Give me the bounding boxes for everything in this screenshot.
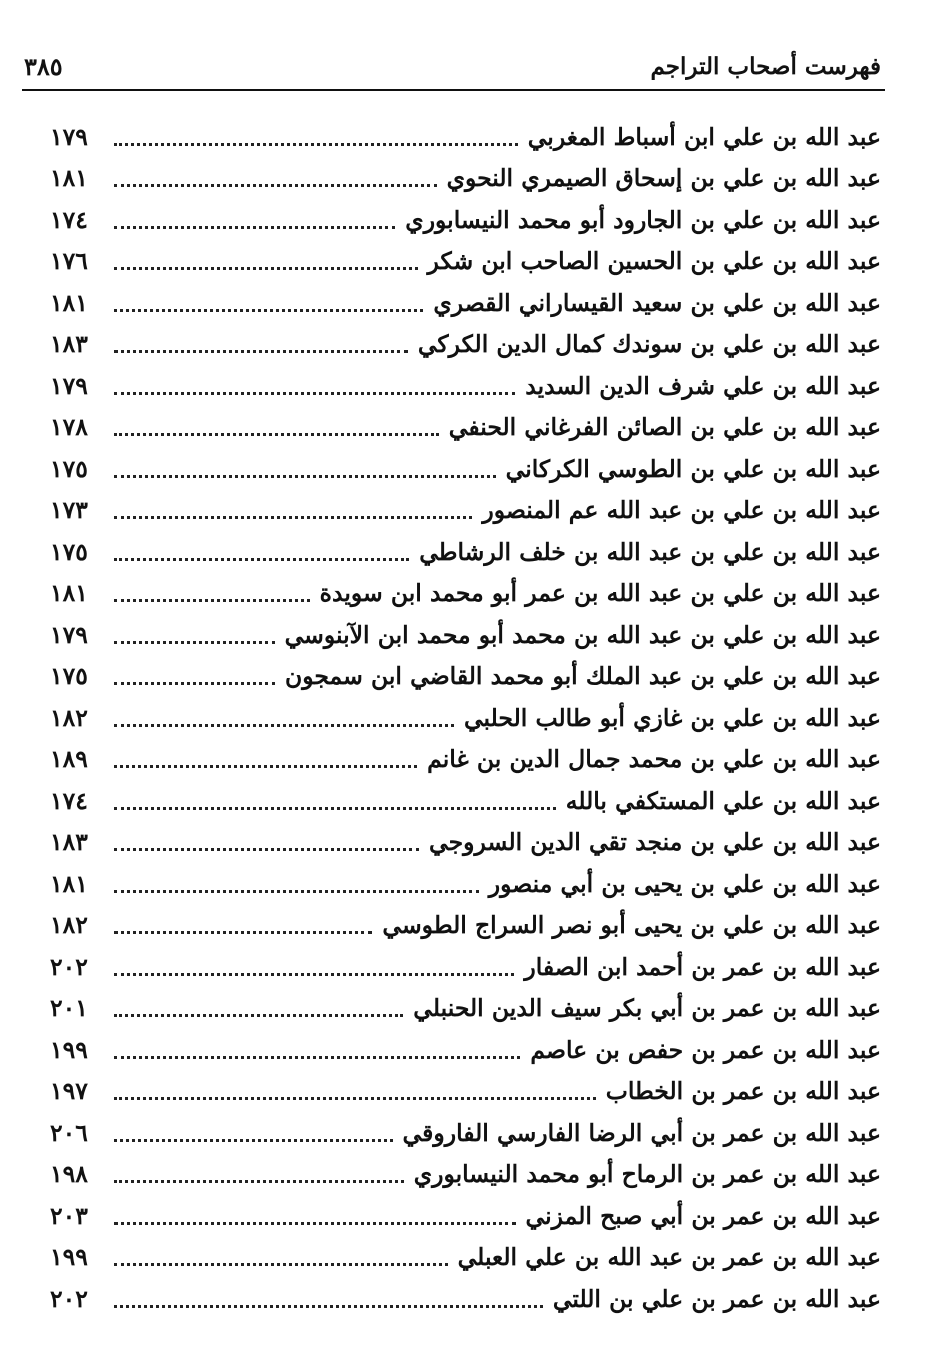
dot-leader [114, 890, 479, 893]
entry-page-number: ٢٠٢ [50, 1284, 88, 1313]
entry-name: عبد الله بن علي شرف الدين السديد [525, 371, 881, 400]
header-title: فهرست أصحاب التراجم [650, 52, 881, 80]
index-entry [50, 321, 881, 363]
index-entry [50, 819, 881, 861]
dot-leader [114, 1222, 516, 1225]
entry-page-number: ١٩٩ [50, 1243, 88, 1271]
index-entry-list [50, 113, 881, 1317]
entry-name: عبد الله بن علي بن يحيى بن أبي منصور [488, 869, 881, 898]
entry-name: عبد الله بن علي بن الحسين الصاحب ابن شكر [427, 247, 881, 275]
entry-name: عبد الله بن عمر بن علي بن اللتي [552, 1284, 881, 1313]
entry-name: عبد الله بن عمر بن أحمد ابن الصفار [524, 952, 881, 981]
entry-name: عبد الله بن علي بن سعيد القيساراني القصري [433, 288, 881, 317]
dot-leader [114, 599, 310, 602]
entry-name: عبد الله بن علي بن عبد الله بن عمر أبو محمد ابن سويدة [319, 579, 881, 607]
index-entry [50, 487, 881, 529]
index-entry [50, 736, 881, 778]
entry-page-number: ١٧٥ [50, 662, 88, 690]
entry-name: عبد الله بن علي بن عبد الله عم المنصور [482, 496, 881, 524]
dot-leader [114, 848, 419, 851]
index-entry [50, 1068, 881, 1110]
dot-leader [114, 641, 275, 644]
entry-page-number: ١٨٢ [50, 703, 88, 732]
index-entry [50, 279, 881, 321]
index-entry [50, 404, 881, 446]
entry-page-number: ١٨٣ [50, 330, 88, 358]
index-entry [50, 113, 881, 155]
dot-leader [114, 558, 409, 561]
entry-page-number: ٢٠٦ [50, 1118, 88, 1147]
entry-name: عبد الله بن عمر بن الرماح أبو محمد النيسابوري [413, 1160, 881, 1188]
entry-name: عبد الله بن علي ابن أسباط المغربي [527, 122, 881, 151]
entry-page-number: ٢٠٢ [50, 952, 88, 981]
entry-name: عبد الله بن علي بن الصائن الفرغاني الحنفي [448, 413, 881, 441]
entry-page-number: ١٨٩ [50, 745, 88, 773]
dot-leader [114, 973, 514, 976]
entry-name: عبد الله بن علي بن عبد الملك أبو محمد القاضي ابن سمجون [284, 662, 881, 690]
index-entry [50, 860, 881, 902]
entry-page-number: ٢٠١ [50, 994, 88, 1022]
dot-leader [114, 226, 395, 229]
entry-page-number: ١٩٧ [50, 1077, 88, 1105]
dot-leader [114, 1056, 520, 1059]
dot-leader [114, 1014, 403, 1017]
entry-name: عبد الله بن علي بن محمد جمال الدين بن غانم [427, 745, 881, 773]
index-entry [50, 196, 881, 238]
dot-leader [114, 682, 275, 685]
entry-page-number: ١٧٩ [50, 122, 88, 151]
index-entry [50, 611, 881, 653]
index-entry [50, 362, 881, 404]
index-entry [50, 943, 881, 985]
index-entry [50, 570, 881, 612]
index-entry [50, 1192, 881, 1234]
dot-leader [114, 184, 437, 187]
entry-page-number: ١٨٢ [50, 911, 88, 939]
dot-leader [114, 516, 472, 519]
entry-page-number: ١٨١ [50, 164, 88, 192]
entry-name: عبد الله بن عمر بن أبي صبح المزني [525, 1201, 881, 1230]
entry-page-number: ١٩٩ [50, 1035, 88, 1064]
running-header [24, 46, 881, 86]
entry-page-number: ١٨٣ [50, 828, 88, 856]
dot-leader [114, 1263, 448, 1266]
dot-leader [114, 807, 556, 810]
index-entry [50, 653, 881, 695]
entry-name: عبد الله بن عمر بن الخطاب [605, 1077, 881, 1105]
entry-page-number: ١٧٩ [50, 620, 88, 649]
entry-page-number: ١٧٣ [50, 496, 88, 524]
dot-leader [114, 1097, 596, 1100]
dot-leader [114, 931, 372, 934]
dot-leader [114, 143, 518, 146]
dot-leader [114, 350, 408, 353]
entry-page-number: ١٧٥ [50, 454, 88, 483]
index-entry [50, 777, 881, 819]
entry-name: عبد الله بن علي بن الجارود أبو محمد النيسابوري [405, 205, 881, 234]
entry-page-number: ١٧٦ [50, 247, 88, 275]
index-entry [50, 1151, 881, 1193]
index-entry [50, 1234, 881, 1276]
entry-page-number: ١٨١ [50, 869, 88, 898]
entry-page-number: ١٧٥ [50, 537, 88, 566]
entry-page-number: ١٨١ [50, 579, 88, 607]
entry-name: عبد الله بن عمر بن أبي الرضا الفارسي الفاروقي [402, 1118, 881, 1147]
dot-leader [114, 1180, 404, 1183]
entry-name: عبد الله بن علي بن غازي أبو طالب الحلبي [463, 703, 881, 732]
entry-page-number: ٢٠٣ [50, 1201, 88, 1230]
index-entry [50, 238, 881, 280]
index-entry [50, 902, 881, 944]
entry-name: عبد الله بن علي بن إسحاق الصيمري النحوي [446, 164, 881, 192]
entry-name: عبد الله بن عمر بن عبد الله بن علي العبلي [457, 1243, 881, 1271]
entry-name: عبد الله بن علي بن سوندك كمال الدين الكركي [417, 330, 881, 358]
entry-name: عبد الله بن علي المستكفي بالله [565, 786, 881, 815]
entry-name: عبد الله بن علي بن الطوسي الكركاني [505, 454, 881, 483]
entry-page-number: ١٧٤ [50, 205, 88, 234]
index-entry [50, 445, 881, 487]
dot-leader [114, 1139, 393, 1142]
entry-page-number: ١٩٨ [50, 1160, 88, 1188]
entry-name: عبد الله بن عمر بن أبي بكر سيف الدين الحنبلي [413, 994, 881, 1022]
index-entry [50, 694, 881, 736]
index-entry [50, 985, 881, 1027]
entry-page-number: ١٨١ [50, 288, 88, 317]
entry-page-number: ١٧٤ [50, 786, 88, 815]
index-entry [50, 528, 881, 570]
dot-leader [114, 433, 439, 436]
entry-name: عبد الله بن علي بن عبد الله بن خلف الرشاطي [419, 537, 881, 566]
dot-leader [114, 475, 496, 478]
entry-page-number: ١٧٨ [50, 413, 88, 441]
entry-name: عبد الله بن علي بن يحيى أبو نصر السراج الطوسي [382, 911, 881, 939]
entry-name: عبد الله بن عمر بن حفص بن عاصم [530, 1035, 881, 1064]
entry-page-number: ١٧٩ [50, 371, 88, 400]
dot-leader [114, 267, 418, 270]
dot-leader [114, 724, 454, 727]
index-entry [50, 155, 881, 197]
index-entry [50, 1275, 881, 1317]
index-entry [50, 1109, 881, 1151]
index-entry [50, 1026, 881, 1068]
dot-leader [114, 1305, 543, 1308]
dot-leader [114, 309, 423, 312]
header-page-number: ٣٨٥ [24, 51, 63, 81]
header-rule [22, 89, 885, 91]
entry-name: عبد الله بن علي بن منجد تقي الدين السروجي [429, 828, 881, 856]
entry-name: عبد الله بن علي بن عبد الله بن محمد أبو محمد ابن الآبنوسي [284, 620, 881, 649]
dot-leader [114, 392, 515, 395]
dot-leader [114, 765, 417, 768]
